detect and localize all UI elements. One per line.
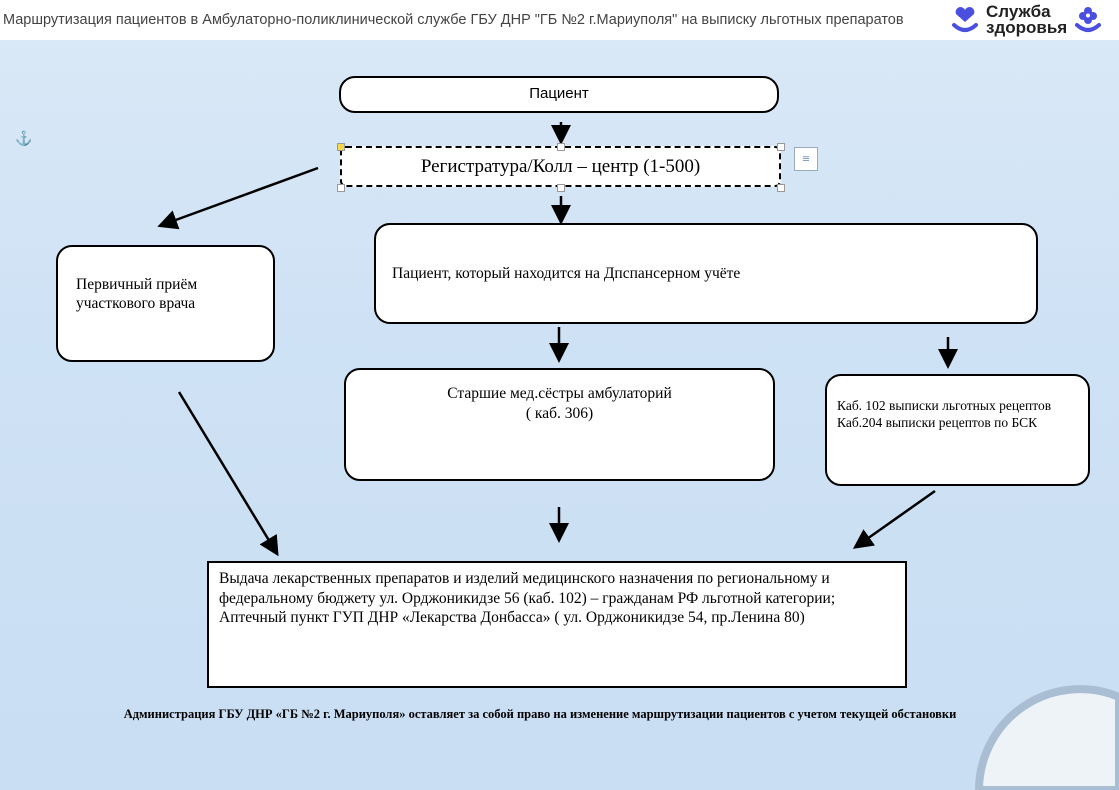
cabinet-204-label: Каб.204 выписки рецептов по БСК (837, 415, 1038, 430)
nurses-room-label: ( каб. 306) (525, 405, 594, 422)
dispensary-box (374, 223, 1038, 324)
gauge-image (979, 689, 1119, 790)
dispensing-box (207, 561, 907, 688)
resize-handle[interactable] (777, 143, 785, 151)
arrow (162, 168, 318, 225)
nurses-box (344, 368, 775, 481)
nurses-label: Старшие мед.сёстры амбулаторий (447, 385, 672, 402)
page-title: Маршрутизация пациентов в Амбулаторно-поликлинической службе ГБУ ДНР "ГБ №2 г.Мариуполя" на выписку льготных препаратов (0, 0, 933, 40)
anchor-icon: ⚓ (15, 132, 33, 147)
footer-note: Администрация ГБУ ДНР «ГБ №2 г. Мариуполя» оставляет за собой право на изменение маршрутизации пациентов с учетом текущей обстановки (123, 707, 957, 721)
resize-handle[interactable] (777, 184, 785, 192)
registry-label: Регистратура/Колл – центр (1-500) (420, 156, 701, 177)
cabinet-102-label: Каб. 102 выписки льготных рецептов (837, 398, 1052, 413)
primary-visit-box (56, 245, 275, 362)
arrow (179, 392, 276, 552)
dispensary-label: Пациент, который находится на Дпспансерном учёте (392, 265, 741, 282)
registry-box[interactable] (340, 146, 781, 187)
resize-handle[interactable] (337, 143, 345, 151)
primary-visit-label: Первичный приём участкового врача (76, 276, 198, 312)
logo-text-2: здоровья (986, 18, 1068, 37)
resize-handle[interactable] (557, 184, 565, 192)
layout-options-icon[interactable]: ≡ (794, 147, 818, 171)
dispensing-label: Выдача лекарственных препаратов и изделий медицинского назначения по региональному и федеральному бюджету ул. Орджоникидзе 56 (каб. 102) – гражданам РФ льготной категории; (219, 570, 836, 607)
patient-box (339, 76, 779, 113)
resize-handle[interactable] (557, 143, 565, 151)
pharmacy-label: Аптечный пункт ГУП ДНР «Лекарства Донбасса» ( ул. Орджоникидзе 54, пр.Ленина 80) (219, 609, 805, 626)
logo-text-1: Служба (986, 2, 1051, 21)
arrow (857, 491, 935, 546)
patient-label: Пациент (529, 85, 589, 102)
cabinets-box (825, 374, 1090, 486)
resize-handle[interactable] (337, 184, 345, 192)
